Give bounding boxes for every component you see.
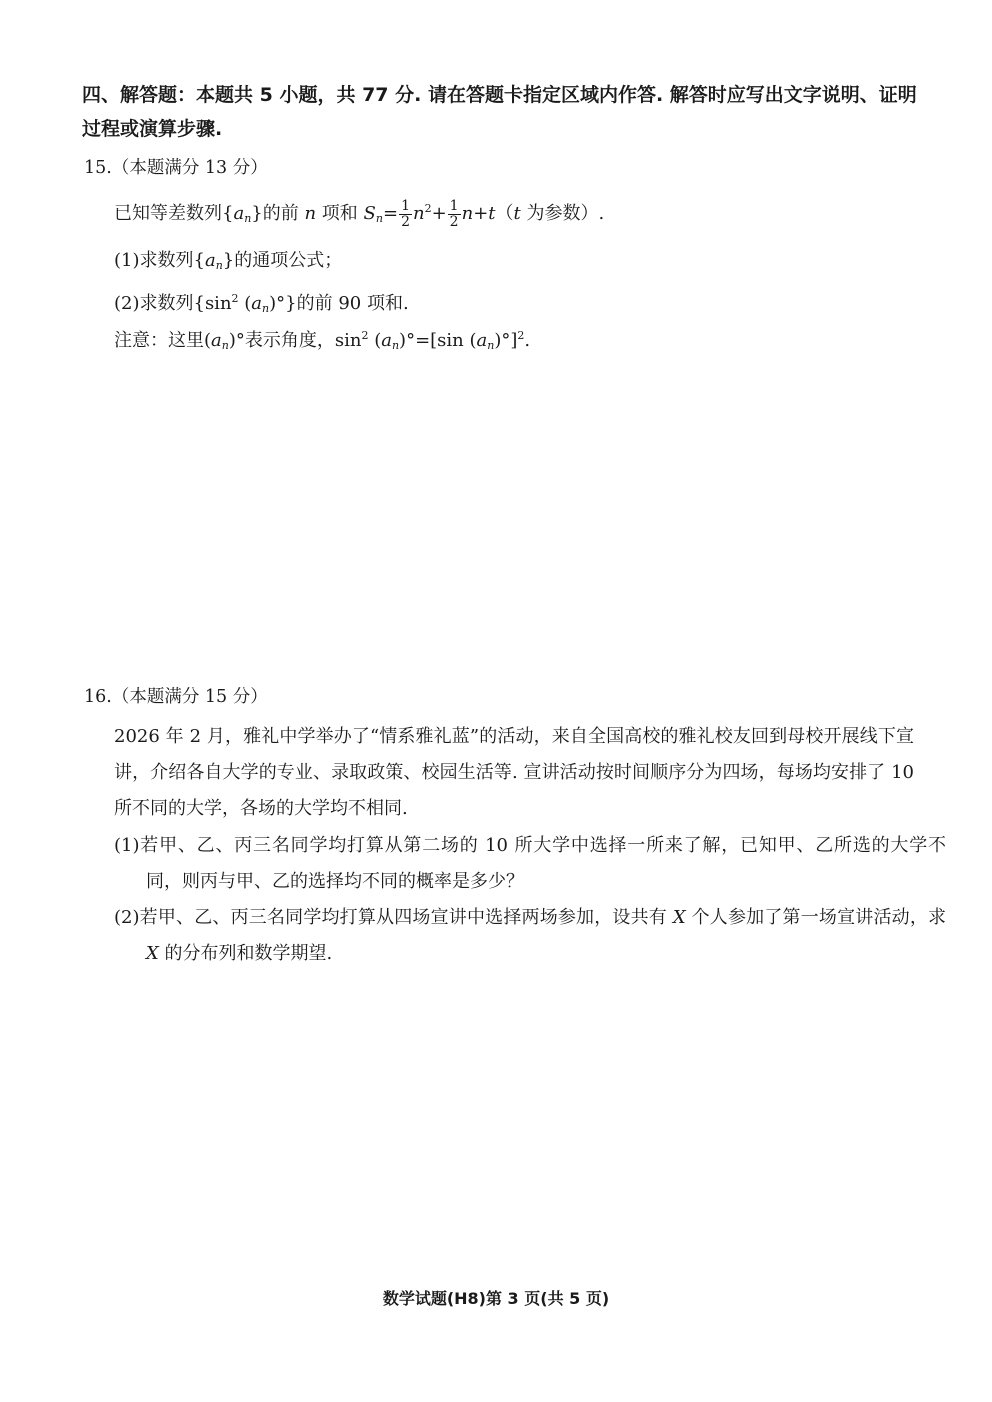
fraction-half (399, 199, 412, 230)
sub-n: n (487, 339, 495, 352)
denominator: 2 (449, 213, 459, 230)
exponent: 2 (231, 292, 239, 305)
numerator: 1 (449, 197, 459, 214)
exponent: 2 (517, 329, 525, 342)
var-t: t (513, 203, 521, 224)
text: 注意：这里( (114, 330, 212, 351)
question-15-header: 15.（本题满分 13 分） (84, 158, 268, 178)
var-X: X (146, 943, 159, 964)
text: 的分布列和数学期望. (158, 943, 333, 964)
text: )°}的前 90 项和. (269, 293, 409, 314)
equals: = (382, 203, 399, 224)
fraction-half (448, 199, 461, 230)
text: }的前 (251, 203, 299, 224)
denominator: 2 (401, 213, 410, 230)
sub-n: n (244, 212, 252, 225)
question-15-part-1 (114, 248, 342, 279)
sub-n: n (215, 259, 223, 272)
var-n: n (304, 203, 317, 224)
section-heading-line2: 过程或演算步骤. (82, 118, 223, 140)
page-footer: 数学试题(H8)第 3 页(共 5 页) (382, 1289, 610, 1308)
text: (2)若甲、乙、丙三名同学均打算从四场宣讲中选择两场参加，设共有 (114, 907, 673, 928)
var-n: n (412, 203, 425, 224)
question-16-intro: 2026 年 2 月，雅礼中学举办了“情系雅礼蓝”的活动，来自全国高校的雅礼校友回到母校开展线下宣讲，介绍各自大学的专业、录取政策、校园生活等. 宣讲活动按时间顺序分为四场，每场均安排了 10 所不同的大学，各场的大学均不相同. (114, 726, 914, 819)
var-a: a (381, 330, 392, 351)
exponent: 2 (361, 329, 369, 342)
question-15-note (114, 323, 530, 359)
var-a: a (204, 250, 216, 271)
sub-n: n (262, 302, 270, 315)
text: )°表示角度，sin (228, 330, 362, 351)
var-a: a (476, 330, 488, 351)
section-heading-line1: 四、解答题：本题共 5 小题，共 77 分. 请在答题卡指定区域内作答. 解答时应写出文字说明、证明 (82, 84, 917, 106)
question-16-part-1: (1)若甲、乙、丙三名同学均打算从第二场的 10 所大学中选择一所来了解，已知甲、乙所选的大学不同，则丙与甲、乙的选择均不同的概率是多少？ (114, 835, 946, 892)
numerator: 1 (401, 197, 410, 214)
exponent: 2 (424, 202, 432, 215)
text: )°=[sin ( (399, 330, 477, 351)
var-a: a (233, 203, 245, 224)
sub-n: n (375, 212, 383, 225)
text: 为参数）. (526, 203, 605, 224)
question-15-part-2 (114, 286, 409, 322)
question-16-header: 16.（本题满分 15 分） (84, 687, 268, 707)
text: 项和 (321, 203, 358, 224)
text: . (524, 330, 531, 351)
text: (1)求数列{ (114, 250, 205, 271)
text: )°] (494, 330, 518, 351)
text: 已知等差数列{ (114, 203, 234, 224)
plus: + (473, 203, 489, 224)
sub-n: n (221, 339, 229, 352)
text: ( (238, 293, 252, 314)
var-a: a (211, 330, 222, 351)
text: ( (368, 330, 382, 351)
var-X: X (672, 907, 686, 928)
var-a: a (251, 293, 263, 314)
var-t: t (488, 203, 496, 224)
sub-n: n (391, 339, 400, 352)
question-16-part-2 (114, 900, 946, 972)
section-heading (82, 78, 922, 146)
paren: （ (495, 203, 514, 224)
question-15-intro (114, 196, 604, 232)
var-n: n (461, 203, 474, 224)
text: (2)求数列{sin (114, 293, 232, 314)
plus: + (431, 203, 447, 224)
text: }的通项公式； (222, 250, 343, 271)
var-S: S (363, 203, 376, 224)
text: 个人参加了第一场宣讲活动，求 (685, 907, 946, 928)
